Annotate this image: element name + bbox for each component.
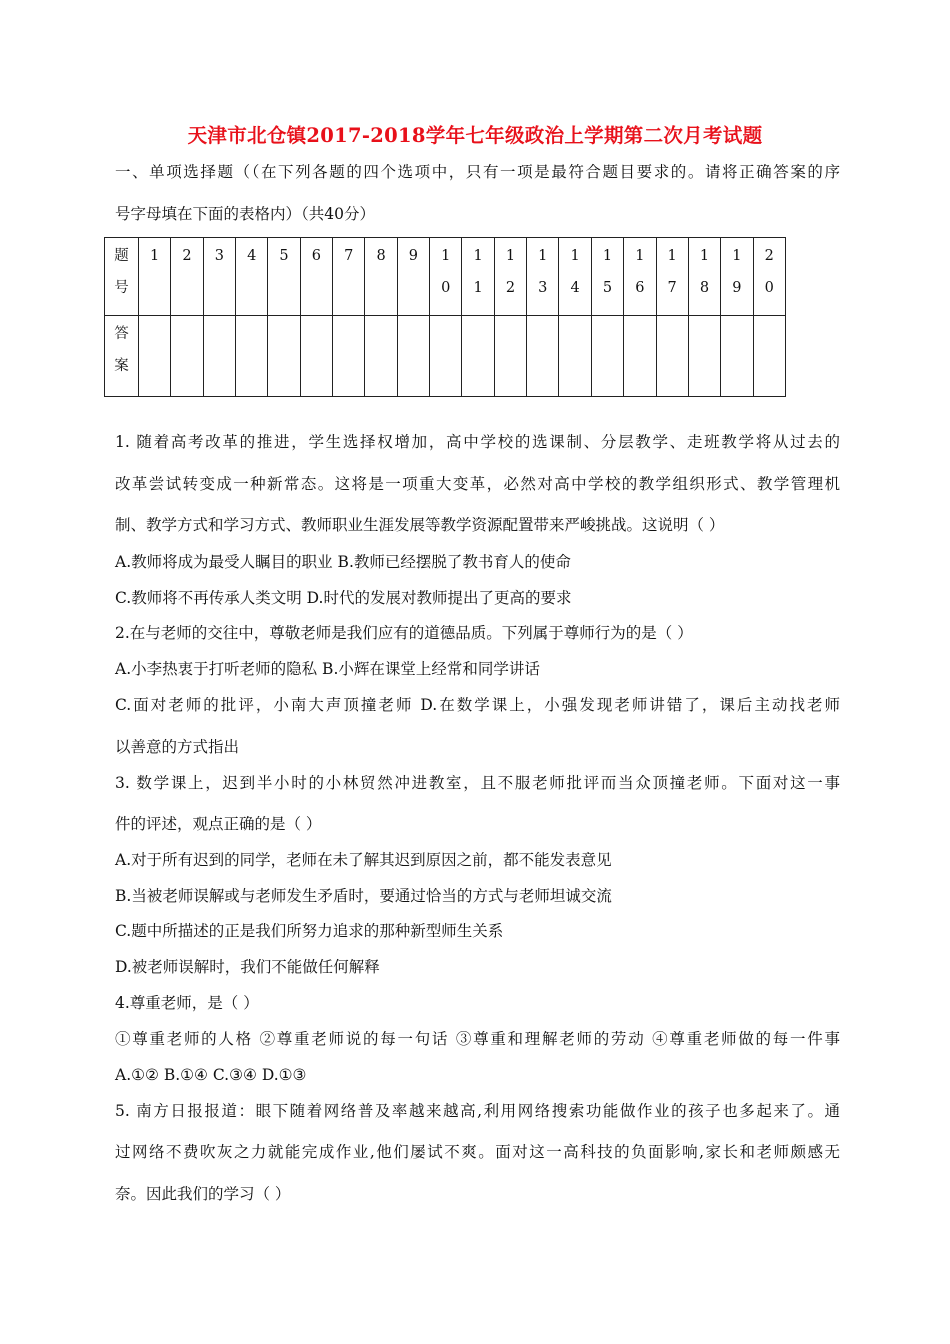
answer-cell[interactable] xyxy=(688,316,720,397)
question-number-top: 3 xyxy=(214,248,224,264)
question-number-cell xyxy=(397,238,429,316)
question-number-top: 1 xyxy=(150,248,160,264)
question-number-cell xyxy=(365,238,397,316)
q2-stem: 2.在与老师的交往中，尊敬老师是我们应有的道德品质。下列属于尊师行为的是（ ） xyxy=(115,624,693,642)
q2-options-cd: C.面对老师的批评，小南大声顶撞老师 D.在数学课上，小强发现老师讲错了，课后主动找老师 xyxy=(115,696,840,714)
answer-cell[interactable] xyxy=(462,316,494,397)
table-label-top: 题 xyxy=(114,248,129,264)
question-number-bottom: 2 xyxy=(505,280,516,296)
q3-stem-line1: 3. 数学课上，迟到半小时的小林贸然冲进教室，且不服老师批评而当众顶撞老师。下面对这一事 xyxy=(115,774,840,792)
q1-options-ab: A.教师将成为最受人瞩目的职业 B.教师已经摆脱了教书育人的使命 xyxy=(115,553,571,571)
section-instruction-line1: 一、单项选择题（（在下列各题的四个选项中，只有一项是最符合题目要求的。请将正确答案的序 xyxy=(115,163,840,181)
question-number-bottom: 8 xyxy=(699,280,710,296)
question-number-bottom: 5 xyxy=(602,280,613,296)
question-number-bottom xyxy=(236,278,267,310)
answer-cell[interactable] xyxy=(139,316,171,397)
table-label-bottom: 案 xyxy=(114,358,129,374)
question-number-bottom xyxy=(365,278,396,310)
question-number-cell xyxy=(624,238,656,316)
question-number-cell xyxy=(171,238,203,316)
question-number-cell xyxy=(300,238,332,316)
question-number-cell xyxy=(236,238,268,316)
answer-table xyxy=(104,237,786,397)
q5-stem-line2: 过网络不费吹灰之力就能完成作业,他们屡试不爽。面对这一高科技的负面影响,家长和老师颇感无 xyxy=(115,1143,840,1161)
q3-option-b: B.当被老师误解或与老师发生矛盾时，要通过恰当的方式与老师坦诚交流 xyxy=(115,887,612,905)
question-number-top: 1 xyxy=(699,248,710,264)
q5-stem-line3: 奈。因此我们的学习（ ） xyxy=(115,1185,291,1203)
q2-options-cd-cont: 以善意的方式指出 xyxy=(115,738,240,756)
q1-stem-line1: 1. 随着高考改革的推进，学生选择权增加，高中学校的选课制、分层教学、走班教学将从过去的 xyxy=(115,433,840,451)
answer-cell[interactable] xyxy=(721,316,753,397)
answer-cell[interactable] xyxy=(624,316,656,397)
question-number-cell xyxy=(527,238,559,316)
q3-option-d: D.被老师误解时，我们不能做任何解释 xyxy=(115,958,380,976)
question-number-cell xyxy=(139,238,171,316)
question-number-cell xyxy=(753,238,785,316)
answer-cell[interactable] xyxy=(268,316,300,397)
answer-cell[interactable] xyxy=(430,316,462,397)
question-number-top: 2 xyxy=(764,248,774,264)
answer-cell[interactable] xyxy=(559,316,591,397)
answer-cell[interactable] xyxy=(333,316,365,397)
question-number-top: 6 xyxy=(311,248,321,264)
question-number-top: 1 xyxy=(441,248,451,264)
question-number-cell xyxy=(559,238,591,316)
answer-table-answer-row xyxy=(105,316,786,397)
answer-cell[interactable] xyxy=(171,316,203,397)
answer-cell[interactable] xyxy=(494,316,526,397)
answer-cell[interactable] xyxy=(753,316,785,397)
answer-cell[interactable] xyxy=(591,316,623,397)
q4-options: A.①② B.①④ C.③④ D.①③ xyxy=(115,1066,307,1084)
question-number-top: 1 xyxy=(570,248,580,264)
question-number-top: 2 xyxy=(182,248,192,264)
question-number-cell xyxy=(656,238,688,316)
question-number-cell xyxy=(688,238,720,316)
question-number-bottom: 3 xyxy=(538,280,548,296)
question-number-bottom xyxy=(139,278,170,310)
question-number-cell xyxy=(494,238,526,316)
question-number-top: 5 xyxy=(279,248,289,264)
q1-options-cd: C.教师将不再传承人类文明 D.时代的发展对教师提出了更高的要求 xyxy=(115,589,572,607)
question-number-bottom: 6 xyxy=(635,280,645,296)
question-number-cell xyxy=(462,238,494,316)
answer-cell[interactable] xyxy=(365,316,397,397)
table-label-cell xyxy=(105,238,139,316)
question-number-top: 4 xyxy=(247,248,257,264)
question-number-top: 1 xyxy=(473,248,483,264)
q5-stem-line1: 5. 南方日报报道：眼下随着网络普及率越来越高,利用网络搜索功能做作业的孩子也多起来了。通 xyxy=(115,1102,840,1120)
question-number-cell xyxy=(333,238,365,316)
question-number-bottom xyxy=(301,278,332,310)
question-number-bottom: 4 xyxy=(570,280,580,296)
question-number-top: 1 xyxy=(667,248,677,264)
question-number-top: 9 xyxy=(408,248,419,264)
question-number-top: 1 xyxy=(538,248,548,264)
answer-cell[interactable] xyxy=(236,316,268,397)
question-number-top: 1 xyxy=(602,248,613,264)
table-label-top: 答 xyxy=(114,326,129,342)
answer-cell[interactable] xyxy=(397,316,429,397)
question-number-cell xyxy=(268,238,300,316)
question-number-cell xyxy=(591,238,623,316)
question-number-bottom xyxy=(171,278,202,310)
answer-cell[interactable] xyxy=(527,316,559,397)
question-number-bottom xyxy=(204,278,235,310)
question-number-bottom: 9 xyxy=(732,280,742,296)
q1-stem-line3: 制、教学方式和学习方式、教师职业生涯发展等教学资源配置带来严峻挑战。这说明（ ） xyxy=(115,516,725,534)
question-number-top: 1 xyxy=(505,248,516,264)
q3-option-c: C.题中所描述的正是我们所努力追求的那种新型师生关系 xyxy=(115,922,504,940)
question-number-bottom: 0 xyxy=(441,280,451,296)
table-label-cell xyxy=(105,316,139,397)
answer-cell[interactable] xyxy=(203,316,235,397)
question-number-bottom xyxy=(398,278,429,310)
q3-stem-line2: 件的评述，观点正确的是（ ） xyxy=(115,815,322,833)
question-number-top: 1 xyxy=(732,248,742,264)
table-label-bottom: 号 xyxy=(114,280,129,296)
answer-cell[interactable] xyxy=(656,316,688,397)
question-number-bottom xyxy=(268,278,299,310)
page-title: 天津市北仓镇2017-2018学年七年级政治上学期第二次月考试题 xyxy=(187,124,763,147)
question-number-bottom: 1 xyxy=(473,280,483,296)
q1-stem-line2: 改革尝试转变成一种新常态。这将是一项重大变革，必然对高中学校的教学组织形式、教学管理机 xyxy=(115,475,840,493)
q4-items: ①尊重老师的人格 ②尊重老师说的每一句话 ③尊重和理解老师的劳动 ④尊重老师做的每一件事 xyxy=(115,1030,840,1048)
question-number-top: 7 xyxy=(344,248,354,264)
question-number-bottom: 0 xyxy=(764,280,774,296)
section-instruction-line2: 号字母填在下面的表格内）（共40分） xyxy=(115,205,375,223)
question-number-cell xyxy=(203,238,235,316)
question-number-top: 8 xyxy=(376,248,386,264)
q2-options-ab: A.小李热衷于打听老师的隐私 B.小辉在课堂上经常和同学讲话 xyxy=(115,660,540,678)
question-number-top: 1 xyxy=(635,248,645,264)
question-number-bottom xyxy=(333,278,364,310)
question-number-cell xyxy=(721,238,753,316)
answer-cell[interactable] xyxy=(300,316,332,397)
q4-stem: 4.尊重老师，是（ ） xyxy=(115,994,259,1012)
question-number-cell xyxy=(430,238,462,316)
answer-table-number-row xyxy=(105,238,786,316)
q3-option-a: A.对于所有迟到的同学，老师在未了解其迟到原因之前，都不能发表意见 xyxy=(115,851,612,869)
question-number-bottom: 7 xyxy=(667,280,677,296)
